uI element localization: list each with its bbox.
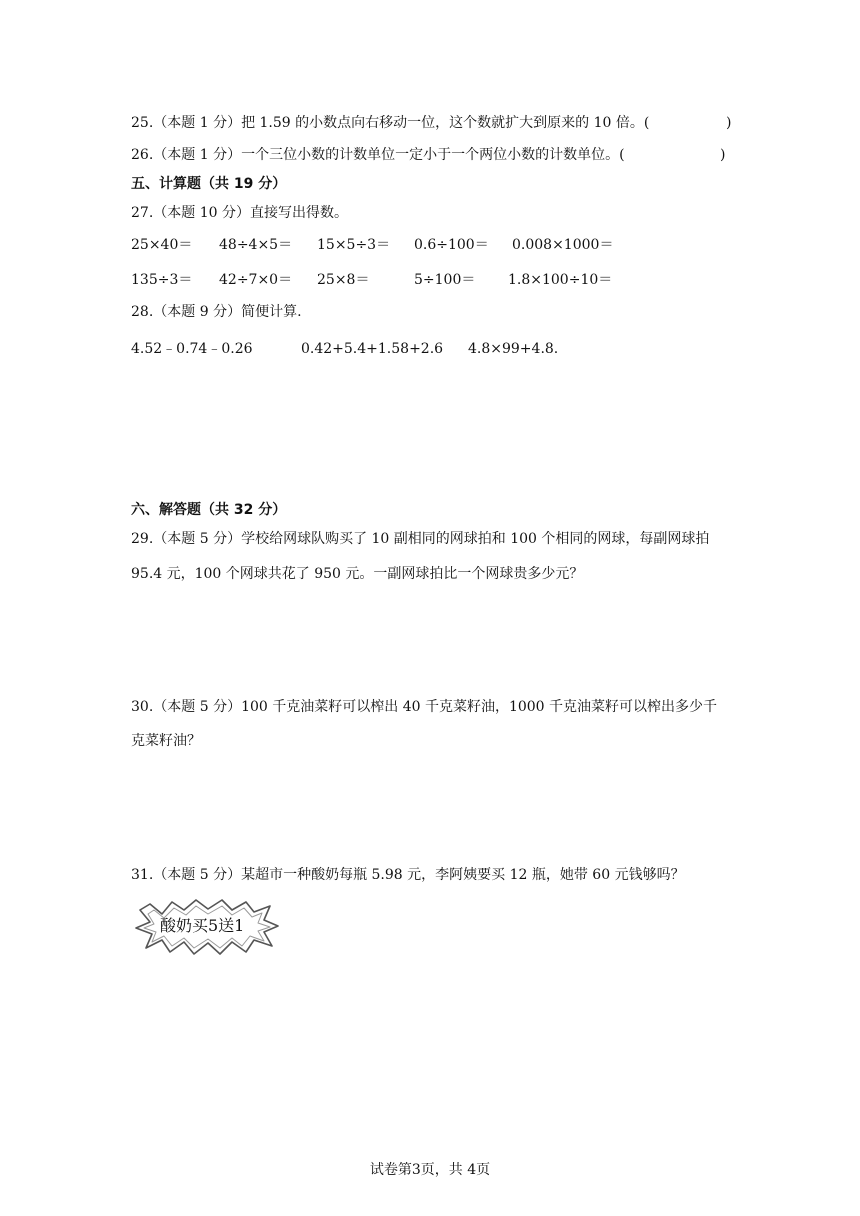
question-25	[131, 114, 649, 132]
promo-badge-text: 酸奶买5送1	[160, 916, 245, 935]
section-6-title: 六、解答题（共 32 分）	[131, 502, 287, 518]
question-26-text: 26.（本题 1 分）一个三位小数的计数单位一定小于一个两位小数的计数单位。(	[131, 147, 625, 163]
question-30-line-2: 克菜籽油？	[131, 733, 201, 749]
q27-expr-1-5: 0.008×1000＝	[512, 237, 614, 253]
q27-expr-2-5: 1.8×100÷10＝	[508, 272, 613, 288]
q27-expr-2-2: 42÷7×0＝	[219, 272, 293, 288]
question-29-line-2: 95.4 元，100 个网球共花了 950 元。一副网球拍比一个网球贵多少元？	[131, 566, 584, 582]
q28-expr-2: 0.42+5.4+1.58+2.6	[301, 341, 444, 357]
question-30-line-1: 30.（本题 5 分）100 千克油菜籽可以榨出 40 千克菜籽油，1000 千克油菜籽可以榨出多少千	[131, 699, 718, 715]
q28-expr-3: 4.8×99+4.8.	[468, 341, 559, 357]
q27-expr-2-3: 25×8＝	[317, 272, 370, 288]
q27-expr-1-1: 25×40＝	[131, 237, 193, 253]
question-25-answer-paren: )	[726, 115, 732, 131]
question-27-text: 27.（本题 10 分）直接写出得数。	[131, 205, 348, 221]
question-28-text: 28.（本题 9 分）简便计算.	[131, 304, 302, 320]
q27-expr-1-4: 0.6÷100＝	[414, 237, 489, 253]
q27-expr-1-3: 15×5÷3＝	[317, 237, 391, 253]
question-26	[131, 146, 625, 164]
q28-expr-1: 4.52﹣0.74﹣0.26	[131, 341, 253, 357]
section-5-title: 五、计算题（共 19 分）	[131, 176, 287, 192]
question-29-line-1: 29.（本题 5 分）学校给网球队购买了 10 副相同的网球拍和 100 个相同的网球，每副网球拍	[131, 531, 710, 547]
q27-expr-1-2: 48÷4×5＝	[219, 237, 293, 253]
question-26-answer-paren: )	[720, 147, 726, 163]
page-footer: 试卷第3页，共 4页	[369, 1162, 491, 1178]
q27-expr-2-1: 135÷3＝	[131, 272, 193, 288]
q27-expr-2-4: 5÷100＝	[414, 272, 476, 288]
question-25-text: 25.（本题 1 分）把 1.59 的小数点向右移动一位，这个数就扩大到原来的 10 倍。(	[131, 115, 650, 131]
question-31-text: 31.（本题 5 分）某超市一种酸奶每瓶 5.98 元，李阿姨要买 12 瓶，她带 60 元钱够吗？	[131, 867, 685, 883]
